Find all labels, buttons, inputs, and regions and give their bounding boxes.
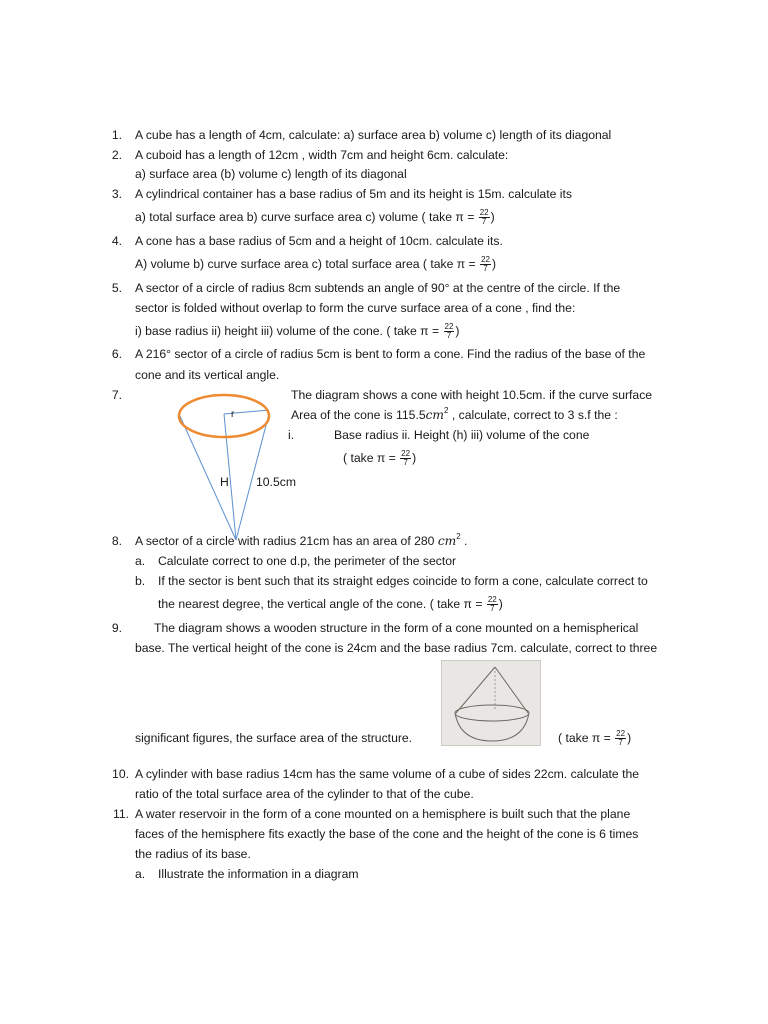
q3-line2: a) total surface area b) curve surface area c) volume ( take π = $\frac{22}{7}$ ) [135, 208, 495, 227]
q7-number: 7. [111, 388, 122, 402]
q8a-label: a. [135, 554, 146, 568]
q8-line1: A sector of a circle with radius 21cm has an area of 280 $cm^2$ . [135, 532, 468, 548]
q7-line4: ( take π = $\frac{22}{7}$ ) [343, 449, 417, 468]
q7-line2: Area of the cone is $115.5cm^2$ , calculate, correct to 3 s.f the : [291, 406, 618, 422]
pi-fraction: $\frac{22}{7}$ [479, 208, 489, 227]
q6-line1: A 216° sector of a circle of radius 5cm is bent to form a cone. Find the radius of the base of the [135, 347, 646, 361]
cone-hemisphere-sketch [442, 661, 540, 745]
pi-fraction: $\frac{22}{7}$ [401, 449, 411, 468]
q4-number: 4. [111, 234, 122, 248]
q8b-line2: the nearest degree, the vertical angle of the cone. ( take π = $\frac{22}{7}$ ) [158, 595, 503, 614]
q6-line2: cone and its vertical angle. [135, 368, 280, 382]
q8b-line1: If the sector is bent such that its straight edges coincide to form a cone, calculate correct to [158, 574, 648, 588]
q4-line1: A cone has a base radius of 5cm and a height of 10cm. calculate its. [135, 234, 503, 248]
q1-text: A cube has a length of 4cm, calculate: a) surface area b) volume c) length of its diagonal [135, 128, 612, 142]
q11-number: 11. [112, 807, 129, 821]
q11a-text: Illustrate the information in a diagram [158, 867, 359, 881]
q5-line3: i) base radius ii) height iii) volume of the cone. ( take π = $\frac{22}{7}$ ) [135, 322, 460, 341]
q11-line2: faces of the hemisphere fits exactly the base of the cone and the height of the cone is 6 times [135, 827, 639, 841]
pi-fraction: $\frac{22}{7}$ [487, 595, 497, 614]
q10-number: 10. [112, 767, 129, 781]
q3-line1: A cylindrical container has a base radius of 5m and its height is 15m. calculate its [135, 187, 572, 201]
q9-line2: base. The vertical height of the cone is 24cm and the base radius 7cm. calculate, correct to three [135, 641, 658, 655]
q6-number: 6. [111, 347, 122, 361]
q1-number: 1. [111, 128, 122, 142]
height-label: H [220, 475, 229, 489]
q5-number: 5. [111, 281, 122, 295]
q3-number: 3. [111, 187, 122, 201]
q8-number: 8. [111, 534, 122, 548]
radius-label: r [231, 409, 235, 420]
slant-length-label: 10.5cm [256, 475, 296, 489]
q11a-label: a. [135, 867, 146, 881]
pi-fraction: $\frac{22}{7}$ [481, 255, 490, 274]
q2-line1: A cuboid has a length of 12cm , width 7cm and height 6cm. calculate: [135, 148, 509, 162]
q5-line1: A sector of a circle of radius 8cm subtends an angle of 90° at the centre of the circle. If the [135, 281, 621, 295]
q7-line1: The diagram shows a cone with height 10.5cm. if the curve surface [291, 388, 653, 402]
q9-line3: significant figures, the surface area of the structure. [135, 731, 413, 745]
q9-line1: The diagram shows a wooden structure in the form of a cone mounted on a hemispherical [154, 621, 639, 635]
pi-fraction: $\frac{22}{7}$ [616, 729, 626, 748]
q2-number: 2. [111, 148, 122, 162]
q11-line1: A water reservoir in the form of a cone mounted on a hemisphere is built such that the plane [135, 807, 631, 821]
q5-line2: sector is folded without overlap to form the curve surface area of a cone , find the: [135, 301, 576, 315]
q9-number: 9. [111, 621, 122, 635]
q10-line2: ratio of the total surface area of the cylinder to that of the cube. [135, 787, 474, 801]
q9-take-pi: ( take π = $\frac{22}{7}$ ) [558, 729, 632, 748]
q7-line3: Base radius ii. Height (h) iii) volume of the cone [334, 428, 590, 442]
q7-roman-i: i. [288, 428, 295, 442]
cone-diagram [170, 388, 280, 548]
q2-line2: a) surface area (b) volume c) length of its diagonal [135, 167, 407, 181]
q8b-label: b. [135, 574, 146, 588]
q11-line3: the radius of its base. [135, 847, 251, 861]
q10-line1: A cylinder with base radius 14cm has the same volume of a cube of sides 22cm. calculate the [135, 767, 640, 781]
pi-fraction: $\frac{22}{7}$ [444, 322, 454, 341]
q4-line2: A) volume b) curve surface area c) total surface area ( take π = $\frac{22}{7}$ ) [135, 255, 497, 274]
cone-hemisphere-photo [441, 660, 541, 746]
q8a-text: Calculate correct to one d.p, the perimeter of the sector [158, 554, 457, 568]
